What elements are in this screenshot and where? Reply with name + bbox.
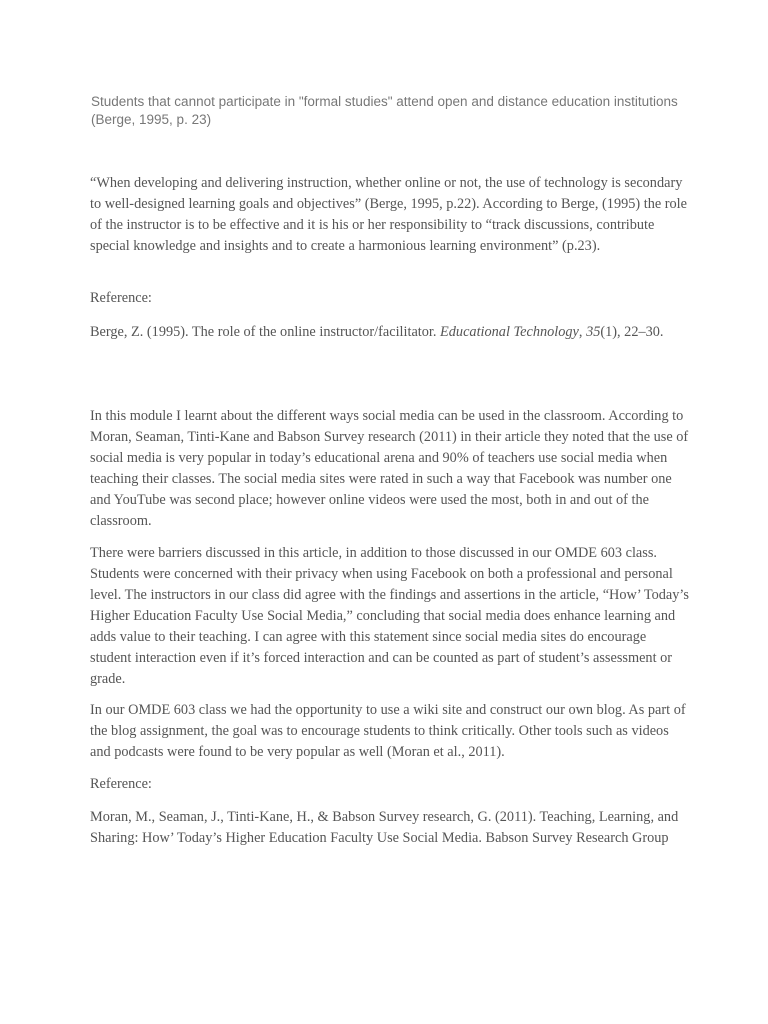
module-paragraph: In this module I learnt about the different ways social media can be used in the classroom. According to Moran, Seaman, Tinti-Kane and Babson Survey research (2011) in their article they noted that the use of social media is very popular in today’s educational arena and 90% of teachers use social media when teaching their classes. The social media sites were rated in such a way that Facebook was number one and YouTube was second place; however online videos were used the most, both in and out of the classroom. bbox=[90, 408, 689, 529]
journal-volume: 35 bbox=[586, 324, 601, 340]
citation-text: Berge, Z. (1995). The role of the online instructor/facilitator. bbox=[90, 324, 441, 340]
citation-comma: , bbox=[578, 324, 587, 340]
journal-title: Educational Technology bbox=[440, 324, 579, 340]
reference-citation-moran: Moran, M., Seaman, J., Tinti-Kane, H., & Babson Survey research, G. (2011). Teaching, Learning, and Sharing: How’ Today’s Higher Education Faculty Use Social Media. Babson Survey Research Group bbox=[90, 809, 679, 846]
intro-note: Students that cannot participate in "formal studies" attend open and distance education institutions (Berge, 1995, p. 23) bbox=[91, 94, 678, 127]
quote-paragraph: “When developing and delivering instruction, whether online or not, the use of technology is secondary to well-designed learning goals and objectives” (Berge, 1995, p.22). According to Berge, (1995) the role of the instructor is to be effective and it is his or her responsibility to “track discussions, contribute special knowledge and insights and to create a harmonious learning environment” (p.23). bbox=[90, 175, 687, 254]
class-paragraph: In our OMDE 603 class we had the opportunity to use a wiki site and construct our own blog. As part of the blog assignment, the goal was to encourage students to think critically. Other tools such as videos and podcasts were found to be very popular as well (Moran et al., 2011). bbox=[90, 702, 686, 760]
reference-label: Reference: bbox=[90, 776, 152, 792]
reference-citation-berge bbox=[90, 322, 690, 343]
barriers-paragraph: There were barriers discussed in this article, in addition to those discussed in our OMDE 603 class. Students were concerned with their privacy when using Facebook on both a professional and personal level. The instructors in our class did agree with the findings and assertions in the article, “How’ Today’s Higher Education Faculty Use Social Media,” concluding that social media does enhance learning and adds value to their teaching. I can agree with this statement since social media sites do encourage student interaction even if it’s forced interaction and can be counted as part of student’s assessment or grade. bbox=[90, 545, 689, 687]
citation-issue-pages: (1), 22–30. bbox=[600, 324, 664, 340]
reference-label: Reference: bbox=[90, 290, 152, 306]
